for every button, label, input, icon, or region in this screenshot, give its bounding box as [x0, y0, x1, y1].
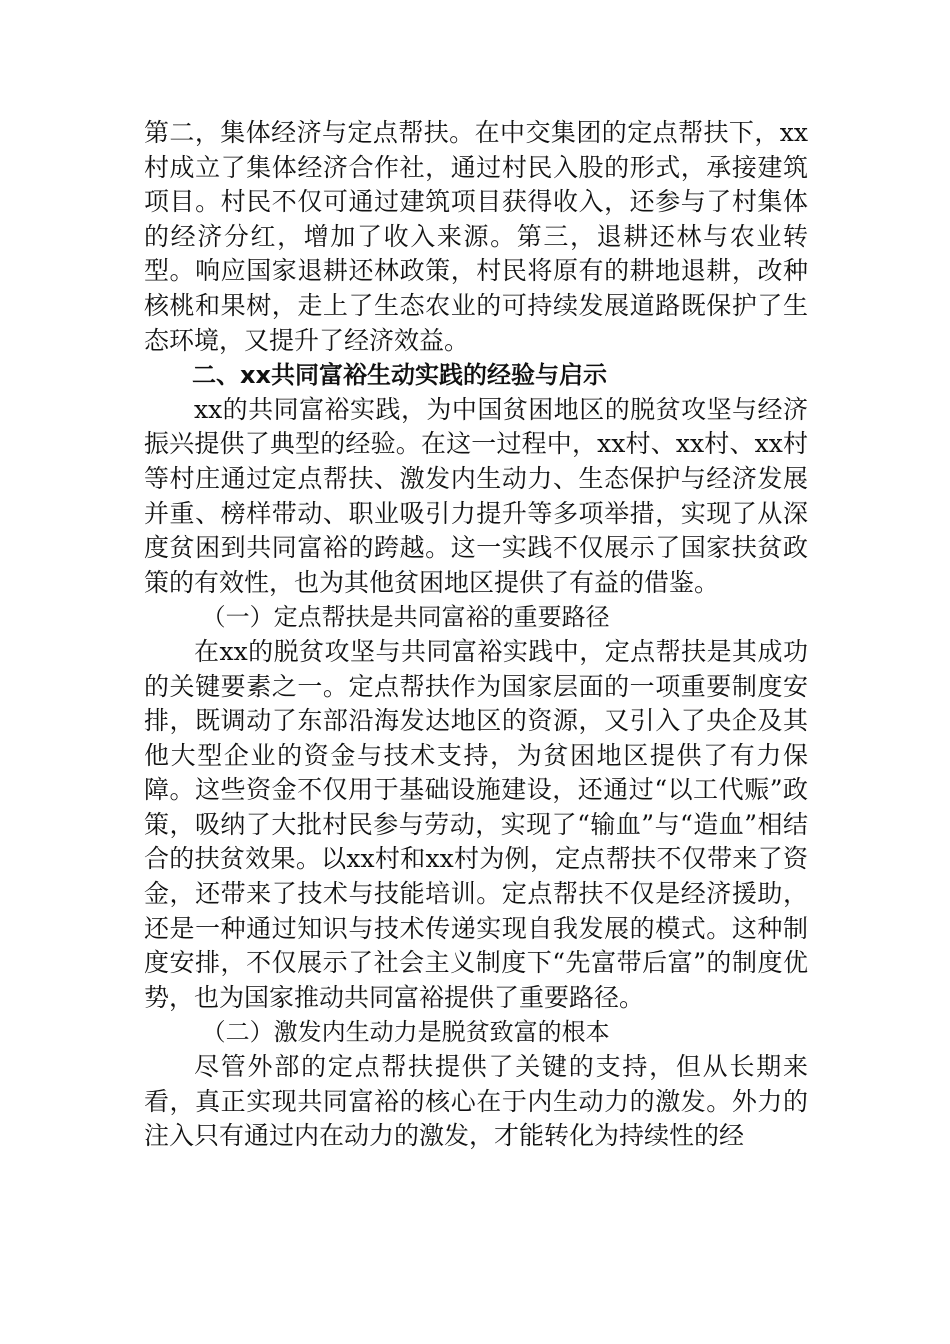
subheading-two: （二）激发内生动力是脱贫致富的根本 — [201, 1018, 610, 1047]
paragraph-targeted-assistance: 在xx的脱贫攻坚与共同富裕实践中，定点帮扶是其成功的关键要素之一。定点帮扶作为国家层面的一项重要制度安排，既调动了东部沿海发达地区的资源，又引入了央企及其他大型企业的资金与技术支持，为贫困地区提供了有力保障。这些资金不仅用于基础设施建设，还通过“以工代赈”政策，吸纳了大批村民参与劳动，实现了“输血”与“造血”相结合的扶贫效果。以xx村和xx村为例，定点帮扶不仅带来了资金，还带来了技术与技能培训。定点帮扶不仅是经济援助，还是一种通过知识与技术传递实现自我发展的模式。这种制度安排，不仅展示了社会主义制度下“先富带后富”的制度优势，也为国家推动共同富裕提供了重要路径。 — [144, 636, 808, 1012]
paragraph-internal-motivation: 尽管外部的定点帮扶提供了关键的支持，但从长期来看，真正实现共同富裕的核心在于内生动力的激发。外力的注入只有通过内在动力的激发，才能转化为持续性的经 — [144, 1052, 808, 1151]
section-heading-two: 二、xx共同富裕生动实践的经验与启示 — [192, 361, 607, 390]
subheading-one: （一）定点帮扶是共同富裕的重要路径 — [201, 603, 610, 632]
paragraph-section-two-intro: xx的共同富裕实践，为中国贫困地区的脱贫攻坚与经济振兴提供了典型的经验。在这一过程中，xx村、xx村、xx村等村庄通过定点帮扶、激发内生动力、生态保护与经济发展并重、榜样带动、职业吸引力提升等多项举措，实现了从深度贫困到共同富裕的跨越。这一实践不仅展示了国家扶贫政策的有效性，也为其他贫困地区提供了有益的借鉴。 — [144, 394, 808, 597]
paragraph-collective-economy: 第二，集体经济与定点帮扶。在中交集团的定点帮扶下，xx村成立了集体经济合作社，通过村民入股的形式，承接建筑项目。村民不仅可通过建筑项目获得收入，还参与了村集体的经济分红，增加了收入来源。第三，退耕还林与农业转型。响应国家退耕还林政策，村民将原有的耕地退耕，改种核桃和果树，走上了生态农业的可持续发展道路既保护了生态环境，又提升了经济效益。 — [144, 118, 808, 355]
document-body — [144, 116, 808, 1154]
